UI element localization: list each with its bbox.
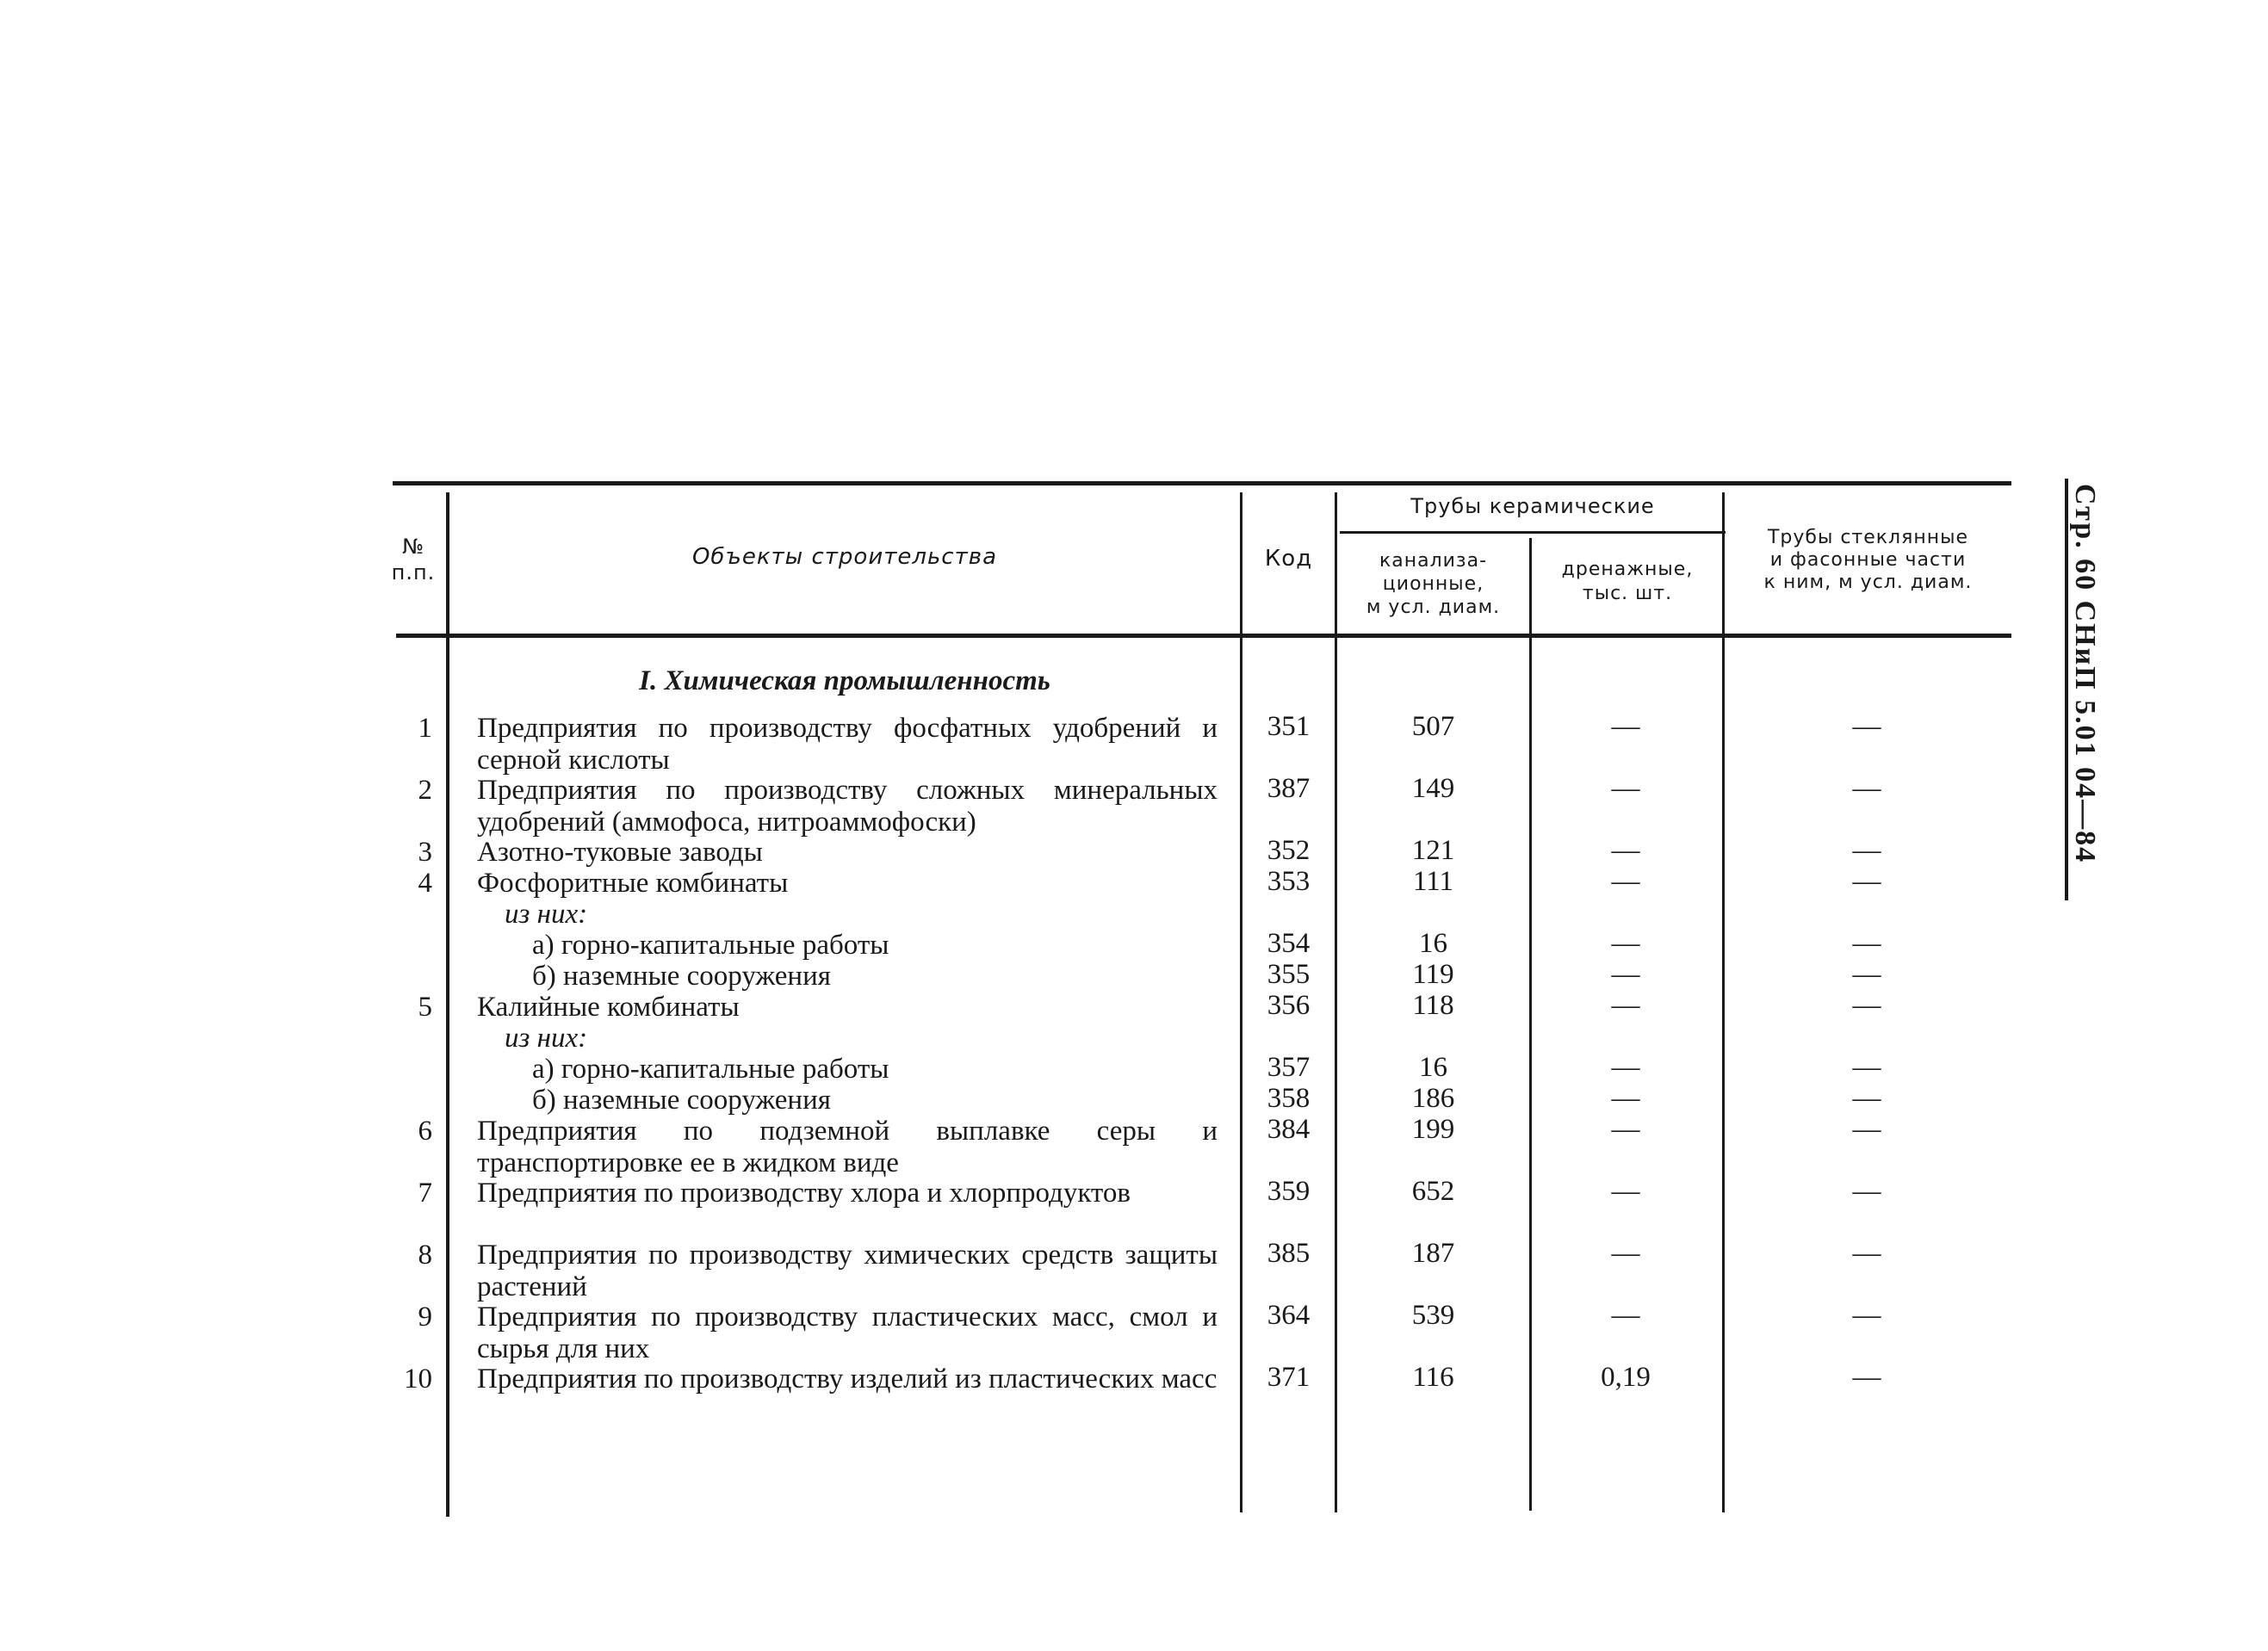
row-code: 352: [1267, 835, 1311, 866]
row-glass: —: [1852, 1238, 1881, 1269]
row-object: Калийные комбинаты: [477, 992, 740, 1023]
row-drainage: —: [1611, 711, 1640, 742]
row-object: а) горно-капитальные работы: [532, 1054, 889, 1085]
row-number: 4: [418, 868, 432, 899]
row-drainage: —: [1611, 1083, 1640, 1114]
row-glass: —: [1852, 1300, 1881, 1331]
header-kod: Код: [1264, 546, 1313, 572]
header-objects: Объекты строительства: [691, 544, 998, 570]
row-object: Предприятия по производству фосфатных удобрений и серной кислоты: [477, 713, 1218, 776]
row-number: 2: [418, 775, 432, 806]
row-drainage: 0,19: [1601, 1362, 1651, 1393]
header-drainage-pipes: дренажные, тыс. шт.: [1561, 559, 1694, 604]
row-glass: —: [1852, 711, 1881, 742]
row-number: 7: [418, 1178, 432, 1209]
row-drainage: —: [1611, 773, 1640, 804]
row-sewer: 187: [1411, 1238, 1455, 1269]
row-object: из них:: [505, 899, 588, 930]
row-drainage: —: [1611, 1052, 1640, 1083]
row-object: Азотно-туковые заводы: [477, 837, 763, 868]
ceramic-group-rule: [1340, 531, 1726, 534]
row-code: 384: [1267, 1114, 1311, 1145]
row-sewer: 199: [1411, 1114, 1455, 1145]
header-bottom-rule: [396, 634, 2011, 638]
row-number: 10: [404, 1363, 432, 1394]
row-number: 9: [418, 1302, 432, 1333]
row-drainage: —: [1611, 928, 1640, 959]
row-code: 356: [1267, 990, 1311, 1021]
row-code: 354: [1267, 928, 1311, 959]
row-sewer: 121: [1411, 835, 1455, 866]
row-number: 6: [418, 1116, 432, 1147]
row-object: Предприятия по производству сложных минеральных удобрений (аммофоса, нитроаммофоски): [477, 775, 1218, 838]
row-code: 351: [1267, 711, 1311, 742]
row-glass: —: [1852, 1176, 1881, 1207]
header-glass-pipes: Трубы стеклянные и фасонные части к ним, м усл. диам.: [1763, 527, 1973, 593]
row-sewer: 507: [1411, 711, 1455, 742]
row-sewer: 16: [1419, 928, 1447, 959]
row-object: а) горно-капитальные работы: [532, 930, 889, 961]
row-glass: —: [1852, 959, 1881, 990]
row-drainage: —: [1611, 866, 1640, 897]
row-sewer: 119: [1412, 959, 1454, 990]
header-sewer-pipes: канализа- ционные, м усл. диам.: [1366, 550, 1501, 618]
header-num: № п.п.: [391, 535, 436, 584]
row-drainage: —: [1611, 1114, 1640, 1145]
row-object: б) наземные сооружения: [532, 961, 831, 992]
row-drainage: —: [1611, 990, 1640, 1021]
row-glass: —: [1852, 866, 1881, 897]
row-glass: —: [1852, 835, 1881, 866]
row-object: Предприятия по подземной выплавке серы и транспортировке ее в жидком виде: [477, 1116, 1218, 1178]
row-number: 5: [418, 992, 432, 1023]
row-code: 359: [1267, 1176, 1311, 1207]
row-object: Предприятия по производству химических средств защиты растений: [477, 1240, 1218, 1302]
row-code: 364: [1267, 1300, 1311, 1331]
row-number: 1: [418, 713, 432, 744]
row-drainage: —: [1611, 959, 1640, 990]
row-code: 387: [1267, 773, 1311, 804]
row-glass: —: [1852, 1114, 1881, 1145]
row-glass: —: [1852, 1083, 1881, 1114]
row-sewer: 118: [1412, 990, 1454, 1021]
table-top-rule: [393, 481, 2011, 485]
column-divider: [446, 492, 449, 1517]
row-drainage: —: [1611, 1238, 1640, 1269]
row-glass: —: [1852, 773, 1881, 804]
row-drainage: —: [1611, 835, 1640, 866]
row-glass: —: [1852, 928, 1881, 959]
row-sewer: 16: [1419, 1052, 1447, 1083]
row-code: 371: [1267, 1362, 1311, 1393]
row-object: Предприятия по производству хлора и хлорпродуктов: [477, 1178, 1131, 1209]
row-sewer: 539: [1411, 1300, 1455, 1331]
side-page-label: [2065, 479, 2104, 909]
row-glass: —: [1852, 990, 1881, 1021]
row-sewer: 111: [1412, 866, 1454, 897]
section-title: I. Химическая промышленность: [639, 665, 1050, 696]
row-code: 357: [1267, 1052, 1311, 1083]
row-drainage: —: [1611, 1300, 1640, 1331]
row-object: б) наземные сооружения: [532, 1085, 831, 1116]
row-glass: —: [1852, 1052, 1881, 1083]
row-sewer: 116: [1412, 1362, 1454, 1393]
row-glass: —: [1852, 1362, 1881, 1393]
row-drainage: —: [1611, 1176, 1640, 1207]
page-reference: Стр. 60 СНиП 5.01 04—84: [2069, 484, 2101, 864]
row-code: 385: [1267, 1238, 1311, 1269]
row-object: Фосфоритные комбинаты: [477, 868, 789, 899]
row-code: 353: [1267, 866, 1311, 897]
row-sewer: 652: [1411, 1176, 1455, 1207]
row-code: 358: [1267, 1083, 1311, 1114]
row-number: 3: [418, 837, 432, 868]
row-object: Предприятия по производству изделий из пластических масс: [477, 1363, 1218, 1394]
row-sewer: 149: [1411, 773, 1455, 804]
row-object: из них:: [505, 1023, 588, 1054]
row-sewer: 186: [1411, 1083, 1455, 1114]
row-code: 355: [1267, 959, 1311, 990]
row-object: Предприятия по производству пластических масс, смол и сырья для них: [477, 1302, 1218, 1364]
header-ceramic-pipes: Трубы керамические: [1410, 494, 1655, 518]
row-number: 8: [418, 1240, 432, 1271]
